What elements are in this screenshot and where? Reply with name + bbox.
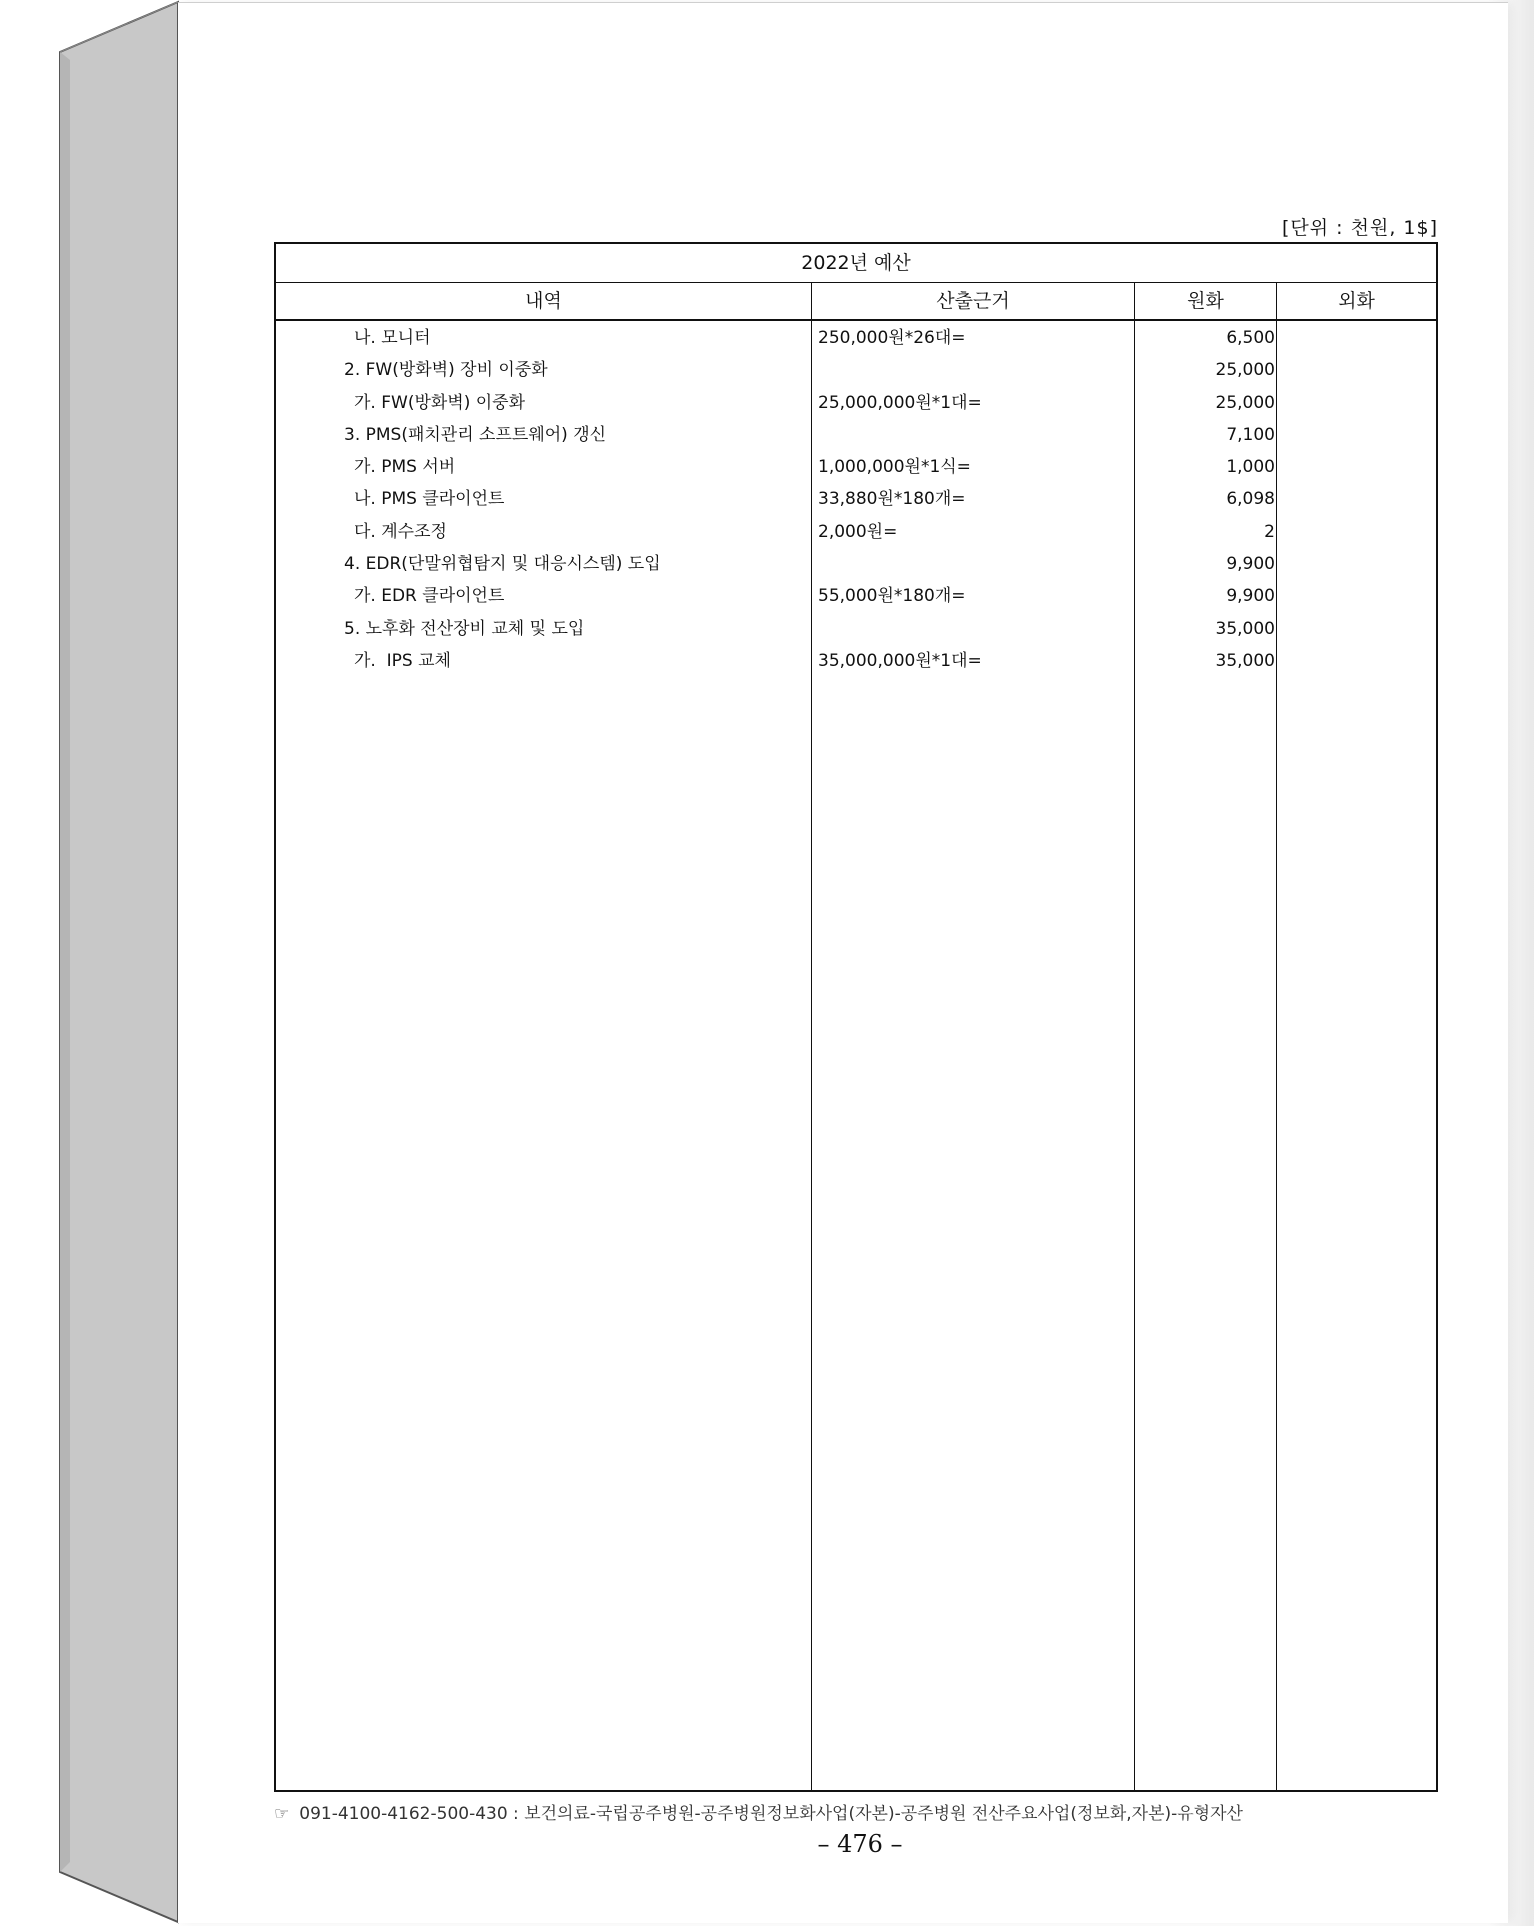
table-row bbox=[276, 645, 1436, 677]
item-cell: 5. 노후화 전산장비 교체 및 도입 bbox=[344, 618, 585, 639]
fx-cell bbox=[1277, 483, 1436, 515]
table-row bbox=[276, 322, 1436, 354]
column-header-fx: 외화 bbox=[1338, 290, 1375, 312]
item-cell: 2. FW(방화벽) 장비 이중화 bbox=[344, 360, 548, 381]
item-cell: 가. EDR 클라이언트 bbox=[354, 586, 505, 607]
page-number: – 476 – bbox=[817, 1830, 903, 1858]
basis-cell: 25,000,000원*1대= bbox=[818, 392, 982, 413]
fx-cell bbox=[1277, 322, 1436, 354]
basis-cell bbox=[812, 354, 1135, 386]
item-cell: 3. PMS(패치관리 소프트웨어) 갱신 bbox=[344, 424, 607, 445]
table-row bbox=[276, 354, 1436, 386]
item-cell: 가. FW(방화벽) 이중화 bbox=[354, 392, 526, 413]
item-cell: 나. PMS 클라이언트 bbox=[354, 489, 505, 510]
fx-cell bbox=[1277, 548, 1436, 580]
item-cell: 가. PMS 서버 bbox=[354, 457, 456, 478]
table-row bbox=[276, 387, 1436, 419]
fx-cell bbox=[1277, 645, 1436, 677]
krw-cell: 9,900 bbox=[1226, 554, 1275, 575]
basis-cell: 1,000,000원*1식= bbox=[818, 457, 971, 478]
fx-cell bbox=[1277, 387, 1436, 419]
fx-cell bbox=[1277, 354, 1436, 386]
basis-cell: 35,000,000원*1대= bbox=[818, 650, 982, 671]
krw-cell: 35,000 bbox=[1215, 650, 1275, 671]
table-row bbox=[276, 580, 1436, 612]
basis-cell: 55,000원*180개= bbox=[818, 586, 966, 607]
fx-cell bbox=[1277, 580, 1436, 612]
item-cell: 4. EDR(단말위협탐지 및 대응시스템) 도입 bbox=[344, 554, 661, 575]
column-header-item: 내역 bbox=[276, 283, 812, 319]
basis-cell: 2,000원= bbox=[818, 521, 898, 542]
pointing-hand-icon: ☞ bbox=[274, 1804, 290, 1824]
krw-cell: 35,000 bbox=[1215, 618, 1275, 639]
basis-cell bbox=[812, 548, 1135, 580]
fx-cell bbox=[1277, 451, 1436, 483]
item-cell: 가. IPS 교체 bbox=[354, 650, 451, 671]
budget-table bbox=[274, 242, 1438, 1792]
table-row bbox=[276, 483, 1436, 515]
basis-cell: 250,000원*26대= bbox=[818, 328, 966, 348]
krw-cell: 25,000 bbox=[1215, 360, 1275, 381]
basis-cell bbox=[812, 419, 1135, 451]
table-row bbox=[276, 419, 1436, 451]
table-title: 2022년 예산 bbox=[276, 244, 1436, 283]
book-spine bbox=[56, 0, 180, 1926]
fx-cell bbox=[1277, 613, 1436, 645]
krw-cell: 9,900 bbox=[1226, 586, 1275, 607]
krw-cell: 7,100 bbox=[1226, 424, 1275, 445]
table-row bbox=[276, 516, 1436, 548]
budget-code-footnote bbox=[274, 1799, 1243, 1824]
krw-cell: 2 bbox=[1264, 521, 1275, 542]
column-header-basis: 산출근거 bbox=[812, 283, 1135, 319]
fx-cell bbox=[1277, 516, 1436, 548]
table-row bbox=[276, 613, 1436, 645]
item-cell: 나. 모니터 bbox=[354, 328, 431, 348]
krw-cell: 25,000 bbox=[1215, 392, 1275, 413]
krw-cell: 6,098 bbox=[1226, 489, 1275, 510]
unit-label: [단위 : 천원, 1$] bbox=[1282, 217, 1438, 239]
krw-cell: 6,500 bbox=[1226, 328, 1275, 348]
krw-cell: 1,000 bbox=[1226, 457, 1275, 478]
column-header-krw: 원화 bbox=[1135, 283, 1277, 319]
table-row bbox=[276, 451, 1436, 483]
table-row bbox=[276, 548, 1436, 580]
table-body bbox=[276, 322, 1436, 677]
footnote-text: 091-4100-4162-500-430 : 보건의료-국립공주병원-공주병원정보화사업(자본)-공주병원 전산주요사업(정보화,자본)-유형자산 bbox=[299, 1804, 1243, 1824]
fx-cell bbox=[1277, 419, 1436, 451]
table-header-row bbox=[276, 283, 1436, 321]
basis-cell: 33,880원*180개= bbox=[818, 489, 966, 510]
item-cell: 다. 계수조정 bbox=[354, 521, 447, 542]
basis-cell bbox=[812, 613, 1135, 645]
